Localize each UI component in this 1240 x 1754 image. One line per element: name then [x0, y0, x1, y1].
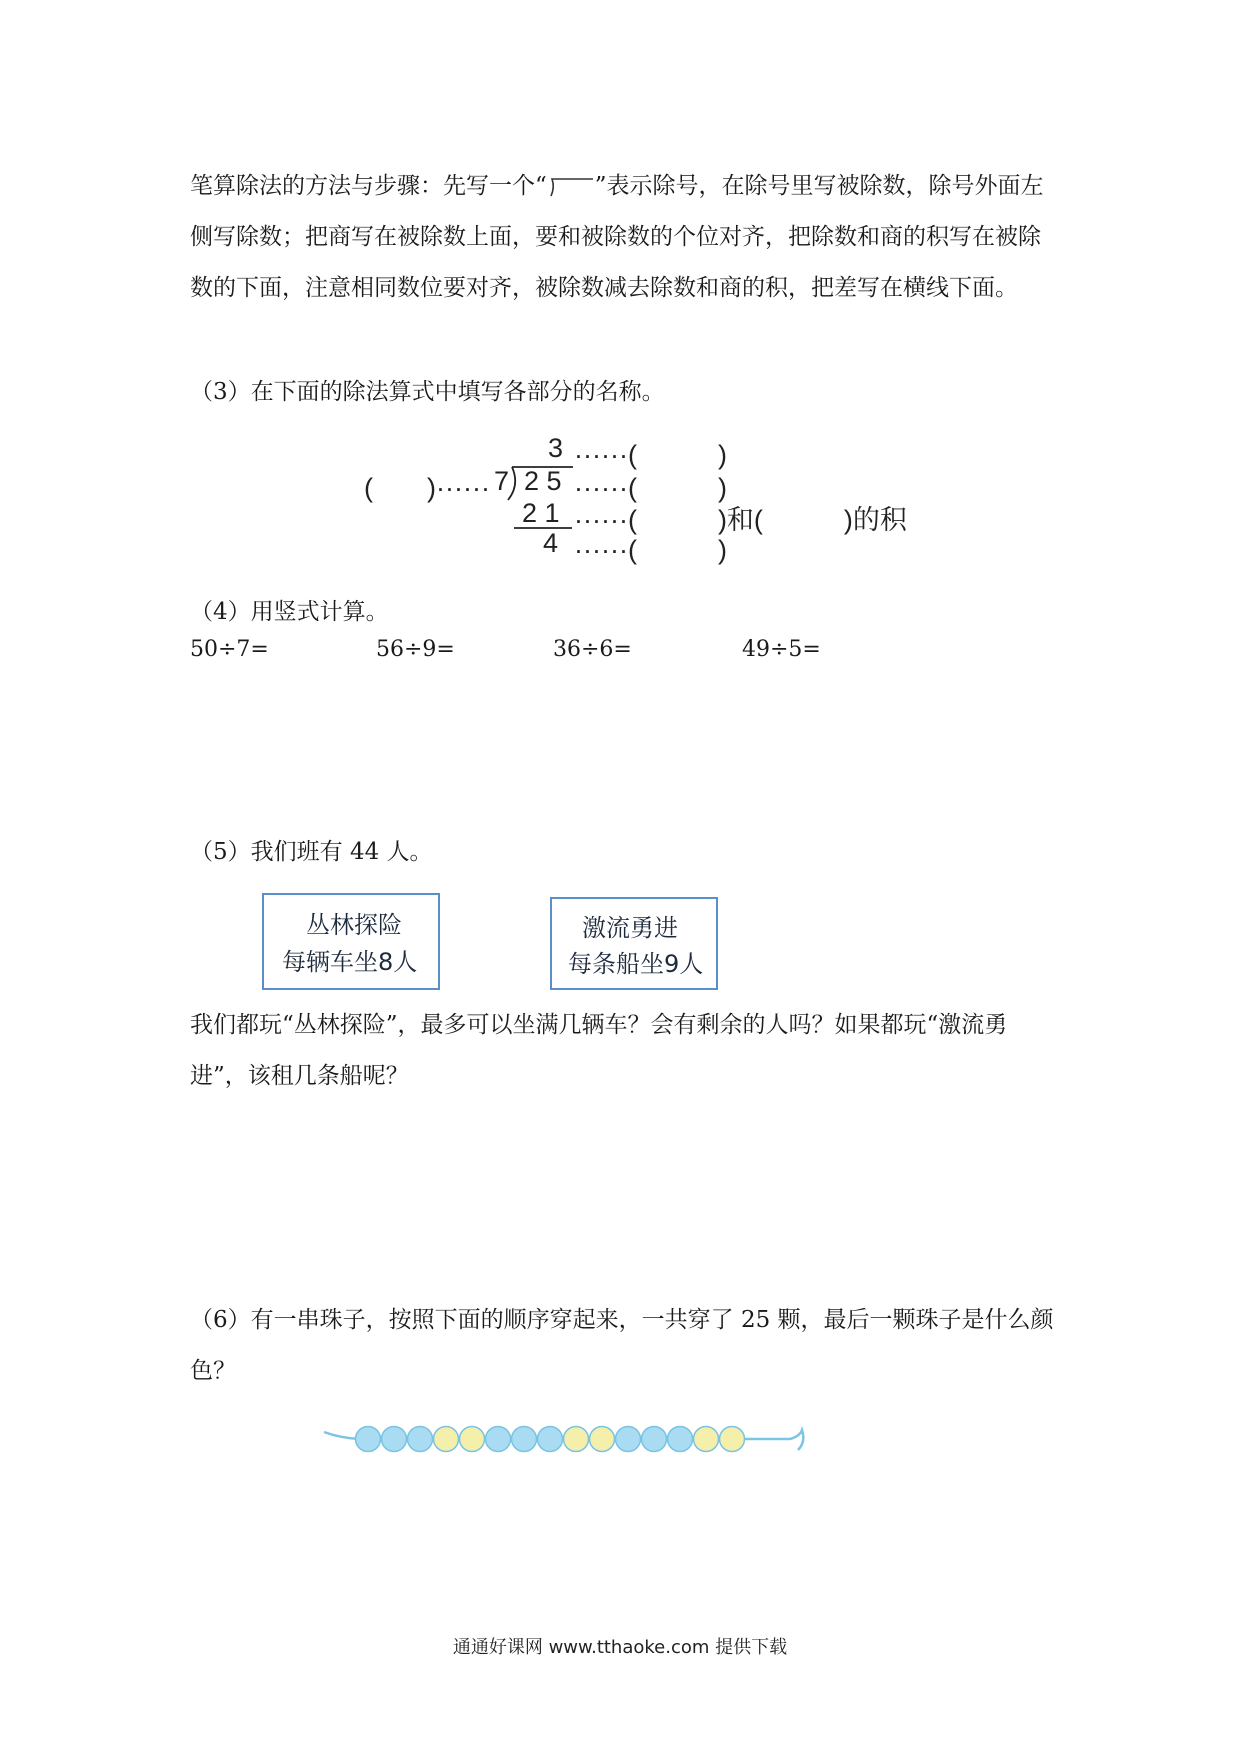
calc-problem-3: 36÷6=: [553, 637, 632, 662]
divisor: 7: [494, 466, 510, 496]
rapids-card-detail: 每条船坐9人: [568, 950, 704, 978]
yellow-bead: [720, 1427, 745, 1452]
quotient-name-blank: ······( ): [574, 440, 727, 470]
yellow-bead: [460, 1427, 485, 1452]
division-lines: [0, 0, 1240, 600]
jungle-adventure-card: [262, 893, 440, 990]
product: 2 1: [522, 498, 560, 528]
rapids-card-title: 激流勇进: [582, 914, 678, 942]
blue-bead: [486, 1427, 511, 1452]
q6-prompt: （6）有一串珠子，按照下面的顺序穿起来，一共穿了 25 颗，最后一颗珠子是什么颜色？: [190, 1307, 1054, 1384]
blue-bead: [642, 1427, 667, 1452]
yellow-bead: [590, 1427, 615, 1452]
intro-text-rest: ”表示除号，在除号里写被除数，除号外面左侧写除数；把商写在被除数上面，要和被除数的个位对齐，把除数和商的积写在被除数的下面，注意相同数位要对齐，被除数减去除数和商的积，把差写在横线下面。: [190, 173, 1044, 301]
product-name-blank: ······( )和( )的积: [574, 505, 907, 535]
remainder-name-blank: ······( ): [574, 535, 727, 565]
quotient: 3: [548, 433, 564, 463]
calc-problem-1: 50÷7=: [190, 637, 269, 662]
q3-prompt: （3）在下面的除法算式中填写各部分的名称。: [190, 379, 665, 405]
blue-bead: [616, 1427, 641, 1452]
q5-prompt: （5）我们班有 44 人。: [190, 839, 433, 865]
jungle-card-detail: 每辆车坐8人: [282, 948, 418, 976]
blue-bead: [512, 1427, 537, 1452]
blue-bead: [538, 1427, 563, 1452]
calc-problem-4: 49÷5=: [742, 637, 821, 662]
divisor-blank: ( )······: [364, 473, 490, 503]
jungle-card-title: 丛林探险: [306, 911, 402, 939]
blue-bead: [382, 1427, 407, 1452]
blue-bead: [356, 1427, 381, 1452]
remainder: 4: [543, 528, 559, 558]
yellow-bead: [434, 1427, 459, 1452]
yellow-bead: [694, 1427, 719, 1452]
footer-credit: 通通好课网 www.tthaoke.com 提供下载: [452, 1637, 788, 1658]
q4-prompt: （4）用竖式计算。: [190, 599, 389, 625]
q5-question: 我们都玩“丛林探险”，最多可以坐满几辆车？会有剩余的人吗？如果都玩“激流勇进”，该租几条船呢？: [190, 1012, 1008, 1089]
bead-string: [320, 1408, 820, 1468]
yellow-bead: [564, 1427, 589, 1452]
blue-bead: [408, 1427, 433, 1452]
calc-problem-2: 56÷9=: [376, 637, 455, 662]
intro-text-start: 笔算除法的方法与步骤：先写一个“: [190, 173, 547, 199]
blue-bead: [668, 1427, 693, 1452]
rapids-card: [550, 897, 718, 990]
dividend: 2 5: [524, 466, 562, 496]
dividend-name-blank: ······( ): [574, 473, 727, 503]
